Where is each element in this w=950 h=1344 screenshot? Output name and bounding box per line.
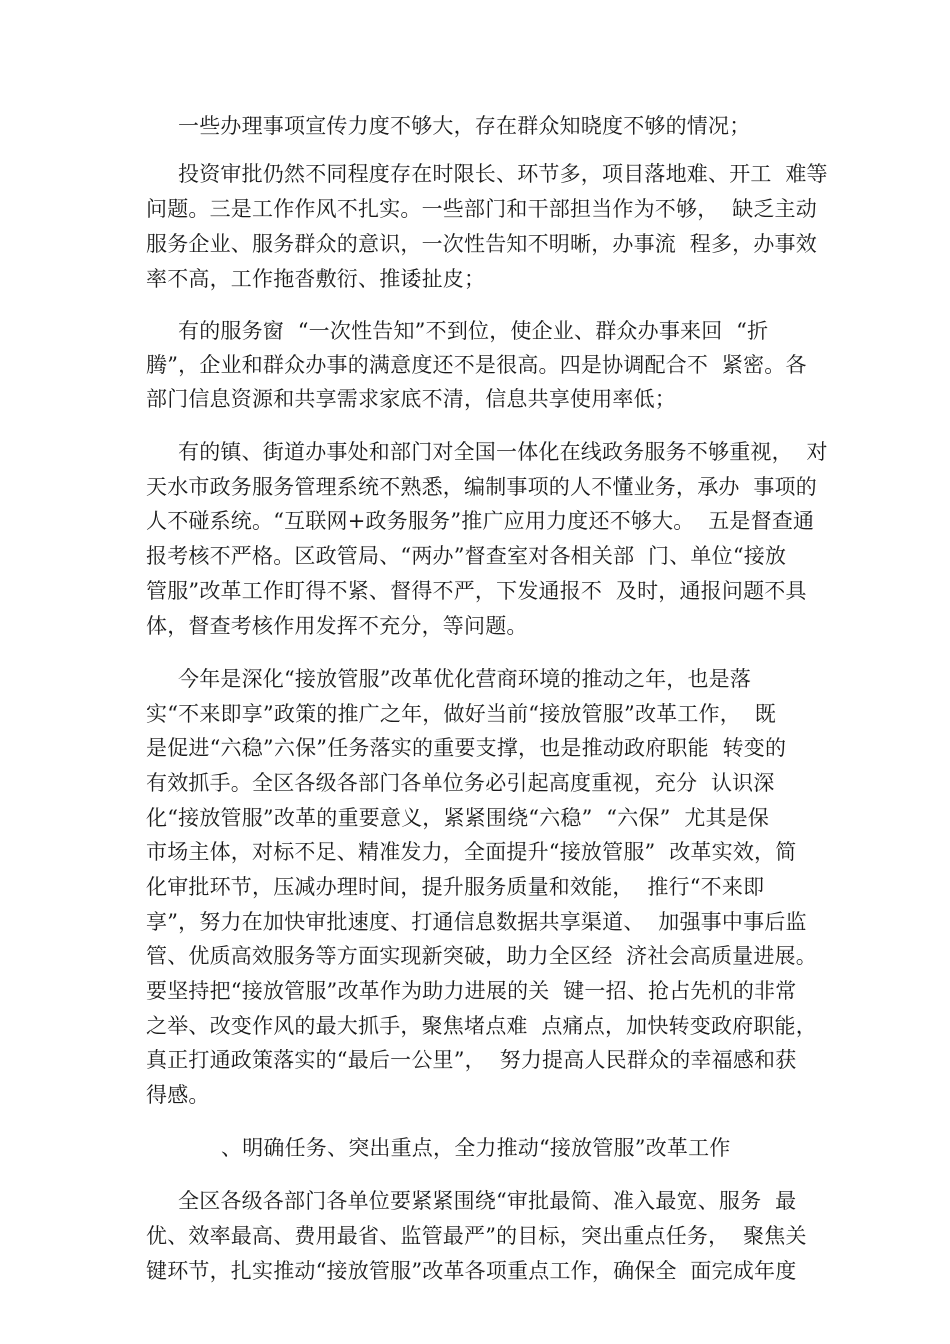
- paragraph-6-line-2: 优、效率最高、费用最省、监管最严”的目标，突出重点任务， 聚焦关: [146, 1224, 807, 1248]
- paragraph-5-line-3: 是促进“六稳”六保”任务落实的重要支撑，也是推动政府职能 转变的: [146, 736, 787, 760]
- paragraph-5-line-2: 实“不来即享”政策的推广之年，做好当前“接放管服”改革工作， 既: [146, 702, 776, 726]
- paragraph-4-line-2: 天水市政务服务管理系统不熟悉，编制事项的人不懂业务，承办 事项的: [146, 475, 817, 499]
- paragraph-2-line-3: 服务企业、服务群众的意识，一次性告知不明晰，办事流 程多，办事效: [146, 232, 817, 256]
- paragraph-5-line-1: 今年是深化“接放管服”改革优化营商环境的推动之年，也是落: [178, 667, 752, 691]
- paragraph-5-line-12: 真正打通政策落实的“最后一公里”， 努力提高人民群众的幸福感和获: [146, 1048, 797, 1072]
- paragraph-4-line-6: 体，督查考核作用发挥不充分，等问题。: [146, 614, 528, 638]
- paragraph-5-line-8: 享”，努力在加快审批速度、打通信息数据共享渠道、 加强事中事后监: [146, 910, 807, 934]
- paragraph-4-line-1: 有的镇、街道办事处和部门对全国一体化在线政务服务不够重视， 对: [178, 440, 828, 464]
- section-heading: 、明确任务、突出重点，全力推动“接放管服”改革工作: [221, 1136, 731, 1160]
- paragraph-3-line-3: 部门信息资源和共享需求家底不清，信息共享使用率低；: [146, 387, 676, 411]
- paragraph-4-line-5: 管服”改革工作盯得不紧、督得不严，下发通报不 及时，通报问题不具: [146, 579, 807, 603]
- paragraph-2-line-1: 投资审批仍然不同程度存在时限长、环节多，项目落地难、开工 难等: [178, 162, 828, 186]
- paragraph-5-line-9: 管、优质高效服务等方面实现新突破，助力全区经 济社会高质量进展。: [146, 944, 817, 968]
- paragraph-3-line-1: 有的服务窗 “一次性告知”不到位，使企业、群众办事来回 “折: [178, 319, 769, 343]
- paragraph-1-line-1: 一些办理事项宣传力度不够大，存在群众知晓度不够的情况；: [178, 114, 751, 138]
- paragraph-4-line-3: 人不碰系统。“互联网+政务服务”推广应用力度还不够大。 五是督查通: [146, 509, 815, 533]
- paragraph-5-line-13: 得感。: [146, 1083, 210, 1107]
- paragraph-2-line-4: 率不高，工作拖沓敷衍、推诿扯皮；: [146, 267, 486, 291]
- paragraph-5-line-11: 之举、改变作风的最大抓手，聚焦堵点难 点痛点，加快转变政府职能，: [146, 1014, 817, 1038]
- paragraph-5-line-10: 要坚持把“接放管服”改革作为助力进展的关 键一招、抢占先机的非常: [146, 979, 797, 1003]
- paragraph-2-line-2: 问题。三是工作作风不扎实。一些部门和干部担当作为不够， 缺乏主动: [146, 197, 817, 221]
- paragraph-5-line-4: 有效抓手。全区各级各部门各单位务必引起高度重视，充分 认识深: [146, 771, 775, 795]
- paragraph-6-line-1: 全区各级各部门各单位要紧紧围绕“审批最简、准入最宽、服务 最: [178, 1189, 797, 1213]
- paragraph-4-line-4: 报考核不严格。区政管局、“两办”督查室对各相关部 门、单位“接放: [146, 544, 787, 568]
- paragraph-5-line-5: 化“接放管服”改革的重要意义，紧紧围绕“六稳” “六保” 尤其是保: [146, 806, 770, 830]
- paragraph-3-line-2: 腾”，企业和群众办事的满意度还不是很高。四是协调配合不 紧密。各: [146, 353, 807, 377]
- paragraph-6-line-3: 键环节，扎实推动“接放管服”改革各项重点工作，确保全 面完成年度: [146, 1259, 797, 1283]
- paragraph-5-line-7: 化审批环节，压减办理时间，提升服务质量和效能， 推行“不来即: [146, 875, 765, 899]
- paragraph-5-line-6: 市场主体，对标不足、精准发力，全面提升“接放管服” 改革实效，简: [146, 840, 797, 864]
